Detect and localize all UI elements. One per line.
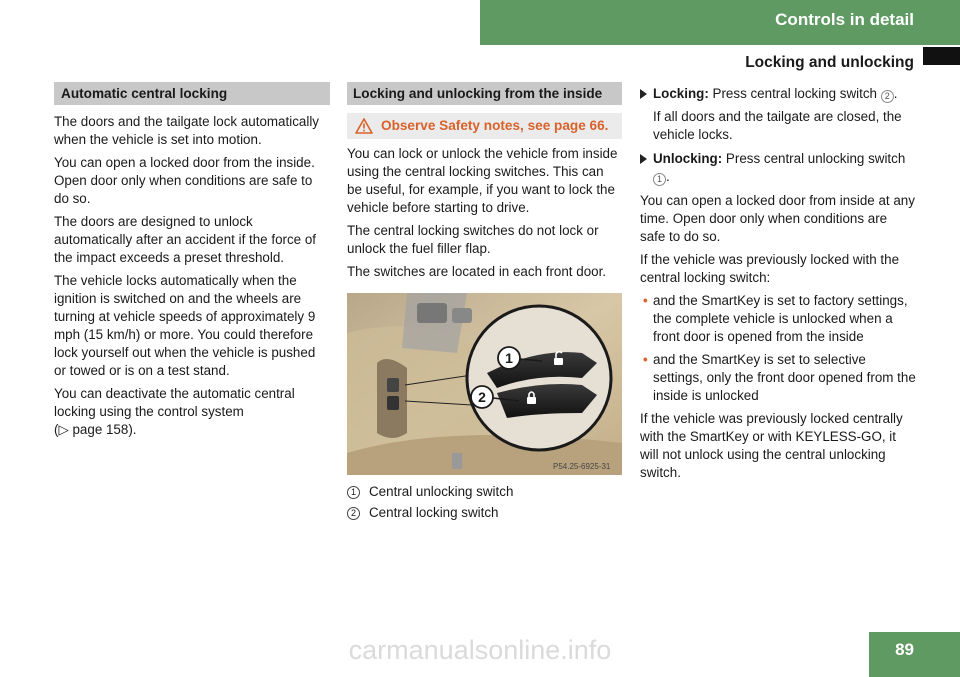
- inside-locking-heading: Locking and unlocking from the inside: [347, 82, 622, 105]
- paragraph: [54, 385, 330, 439]
- warning-box: [347, 113, 622, 139]
- section-tab-marker: [923, 47, 960, 65]
- list-item: [640, 351, 916, 405]
- bullet-icon: •: [643, 293, 648, 308]
- switch-number: 2: [881, 90, 894, 103]
- door-panel-photo: [347, 293, 622, 475]
- warning-text: Observe Safety notes, see page 66.: [381, 118, 609, 133]
- caption-text: Central locking switch: [369, 505, 499, 520]
- chapter-title: Controls in detail: [775, 10, 914, 29]
- list-item-text: and the SmartKey is set to selective settings, only the front door opened from the inside is unlocked: [653, 352, 916, 403]
- step-label: Locking:: [653, 86, 709, 101]
- callout-1: 1: [505, 350, 513, 366]
- locking-step: Locking: Press central locking switch 2 .: [640, 85, 916, 103]
- figure-code: P54.25-6925-31: [553, 462, 611, 471]
- caption-number: 1: [347, 486, 360, 499]
- list-item: [640, 292, 916, 346]
- paragraph: You can open a locked door from inside at any time. Open door only when conditions are safe to do so.: [640, 193, 915, 244]
- automatic-locking-heading: Automatic central locking: [54, 82, 330, 105]
- page-reference-link[interactable]: (▷ page 158).: [54, 422, 137, 437]
- paragraph: The doors and the tailgate lock automatically when the vehicle is set into motion.: [54, 114, 319, 147]
- bullet-icon: •: [643, 352, 648, 367]
- section-title: Locking and unlocking: [745, 54, 914, 71]
- chapter-banner: [480, 0, 960, 45]
- step-arrow-icon: [640, 89, 647, 99]
- callout-2: 2: [478, 389, 486, 405]
- middle-column: [347, 82, 622, 525]
- paragraph: You can open a locked door from the inside. Open door only when conditions are safe to do so.: [54, 155, 315, 206]
- paragraph-text: You can deactivate the automatic central locking using the control system: [54, 386, 295, 419]
- warning-triangle-icon: [355, 118, 373, 134]
- paragraph: The switches are located in each front door.: [347, 264, 607, 279]
- watermark: carmanualsonline.info: [348, 635, 612, 665]
- switch-number: 1: [653, 173, 666, 186]
- figure-caption: [347, 504, 622, 522]
- paragraph: The vehicle locks automatically when the ignition is switched on and the wheels are turning at vehicle speeds of approximately 9 mph (15 km/h) or more. You could therefore lock yourself out when the vehicle is pushed or towed or is on a test stand.: [54, 273, 316, 378]
- list-item-text: and the SmartKey is set to factory settings, the complete vehicle is unlocked when a front door is opened from the inside: [653, 293, 908, 344]
- figure-caption: [347, 483, 622, 501]
- unlocking-step: Unlocking: Press central unlocking switch 1 .: [640, 150, 916, 186]
- step-arrow-icon: [640, 154, 647, 164]
- paragraph: You can lock or unlock the vehicle from inside using the central locking switches. This can be useful, for example, if you want to lock the vehicle before starting to drive.: [347, 146, 618, 215]
- paragraph: The central locking switches do not lock or unlock the fuel filler flap.: [347, 223, 599, 256]
- door-switch-figure: [347, 293, 622, 475]
- paragraph: The doors are designed to unlock automatically after an accident if the force of the impact exceeds a preset threshold.: [54, 214, 317, 265]
- step-label: Unlocking:: [653, 151, 723, 166]
- step-text: Press central unlocking switch: [725, 151, 906, 166]
- caption-number: 2: [347, 507, 360, 520]
- step-note: If all doors and the tailgate are closed, the vehicle locks.: [653, 109, 902, 142]
- caption-text: Central unlocking switch: [369, 484, 514, 499]
- left-column: [54, 82, 330, 444]
- paragraph: If the vehicle was previously locked centrally with the SmartKey or with KEYLESS-GO, it will not unlock using the central unlocking switch.: [640, 411, 903, 480]
- right-column: [640, 85, 916, 487]
- page-number: 89: [895, 640, 914, 659]
- step-text: Press central locking switch: [712, 86, 877, 101]
- paragraph: If the vehicle was previously locked with the central locking switch:: [640, 252, 900, 285]
